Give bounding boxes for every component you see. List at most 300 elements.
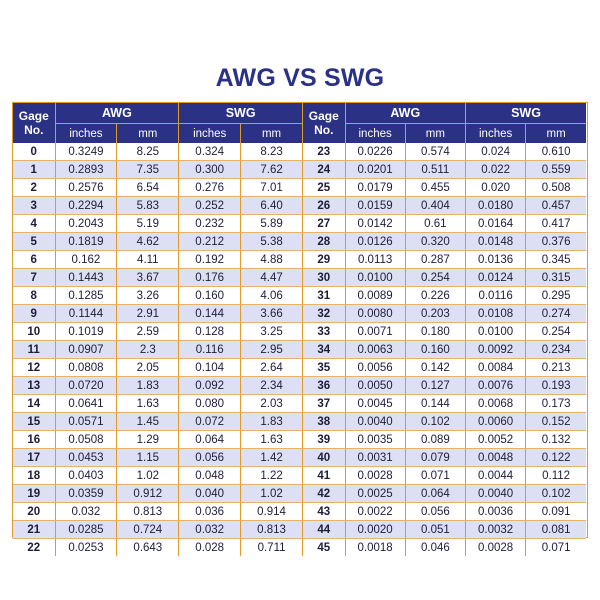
swg-inches-cell: 0.080	[179, 395, 241, 413]
swg-mm-header: mm	[241, 124, 303, 144]
table-row	[303, 521, 586, 539]
table-row	[13, 485, 303, 503]
awg-mm-cell: 3.67	[117, 269, 179, 287]
table-row	[13, 197, 303, 215]
swg-header: SWG	[466, 103, 587, 124]
gage-cell: 33	[303, 323, 345, 341]
swg-mm-cell: 4.88	[241, 251, 303, 269]
awg-inches-cell: 0.0063	[345, 341, 405, 359]
gage-cell: 39	[303, 431, 345, 449]
awg-inches-cell: 0.0071	[345, 323, 405, 341]
awg-mm-cell: 0.912	[117, 485, 179, 503]
awg-mm-cell: 0.61	[405, 215, 465, 233]
swg-inches-cell: 0.300	[179, 161, 241, 179]
awg-inches-cell: 0.162	[55, 251, 117, 269]
gage-cell: 36	[303, 377, 345, 395]
awg-inches-cell: 0.0359	[55, 485, 117, 503]
table-row	[13, 251, 303, 269]
swg-mm-cell: 0.213	[526, 359, 586, 377]
awg-mm-header: mm	[405, 124, 465, 144]
awg-mm-cell: 0.064	[405, 485, 465, 503]
table-row	[303, 215, 586, 233]
gage-cell: 31	[303, 287, 345, 305]
swg-mm-cell: 8.23	[241, 143, 303, 161]
table-row	[13, 179, 303, 197]
swg-mm-cell: 5.89	[241, 215, 303, 233]
swg-inches-cell: 0.0060	[466, 413, 526, 431]
swg-mm-header: mm	[526, 124, 586, 144]
awg-mm-header: mm	[117, 124, 179, 144]
swg-inches-header: inches	[466, 124, 526, 144]
table-row	[303, 323, 586, 341]
awg-inches-cell: 0.2893	[55, 161, 117, 179]
awg-inches-cell: 0.0808	[55, 359, 117, 377]
swg-mm-cell: 0.152	[526, 413, 586, 431]
awg-inches-cell: 0.0285	[55, 521, 117, 539]
swg-inches-cell: 0.0136	[466, 251, 526, 269]
swg-inches-cell: 0.0092	[466, 341, 526, 359]
swg-inches-cell: 0.232	[179, 215, 241, 233]
table-row	[303, 305, 586, 323]
swg-mm-cell: 0.610	[526, 143, 586, 161]
awg-mm-cell: 8.25	[117, 143, 179, 161]
awg-inches-cell: 0.0142	[345, 215, 405, 233]
awg-inches-cell: 0.0035	[345, 431, 405, 449]
table-row	[303, 413, 586, 431]
gauge-table-right	[303, 103, 586, 556]
swg-mm-cell: 6.40	[241, 197, 303, 215]
swg-inches-cell: 0.116	[179, 341, 241, 359]
swg-inches-cell: 0.024	[466, 143, 526, 161]
swg-inches-cell: 0.0076	[466, 377, 526, 395]
gauge-table-right-body	[303, 143, 586, 556]
swg-inches-cell: 0.0180	[466, 197, 526, 215]
table-row	[13, 341, 303, 359]
swg-mm-cell: 0.376	[526, 233, 586, 251]
gage-header-line1: Gage	[308, 109, 339, 123]
swg-mm-cell: 3.66	[241, 305, 303, 323]
swg-inches-cell: 0.020	[466, 179, 526, 197]
gage-cell: 34	[303, 341, 345, 359]
awg-inches-cell: 0.0907	[55, 341, 117, 359]
swg-inches-cell: 0.040	[179, 485, 241, 503]
gage-cell: 29	[303, 251, 345, 269]
gage-cell: 4	[13, 215, 55, 233]
awg-inches-cell: 0.0050	[345, 377, 405, 395]
swg-inches-cell: 0.0044	[466, 467, 526, 485]
awg-mm-cell: 0.511	[405, 161, 465, 179]
table-row	[13, 161, 303, 179]
awg-inches-cell: 0.3249	[55, 143, 117, 161]
table-row	[303, 467, 586, 485]
swg-mm-cell: 0.102	[526, 485, 586, 503]
swg-inches-cell: 0.0124	[466, 269, 526, 287]
table-row	[303, 143, 586, 161]
awg-inches-cell: 0.0571	[55, 413, 117, 431]
awg-mm-cell: 5.83	[117, 197, 179, 215]
swg-inches-cell: 0.276	[179, 179, 241, 197]
swg-mm-cell: 0.417	[526, 215, 586, 233]
page-title: AWG VS SWG	[215, 64, 385, 92]
swg-inches-cell: 0.0084	[466, 359, 526, 377]
swg-mm-cell: 0.091	[526, 503, 586, 521]
gage-cell: 0	[13, 143, 55, 161]
awg-inches-cell: 0.0028	[345, 467, 405, 485]
swg-mm-cell: 0.122	[526, 449, 586, 467]
gage-cell: 22	[13, 539, 55, 557]
table-row	[303, 503, 586, 521]
swg-inches-cell: 0.104	[179, 359, 241, 377]
awg-inches-cell: 0.2294	[55, 197, 117, 215]
swg-mm-cell: 0.132	[526, 431, 586, 449]
swg-inches-cell: 0.028	[179, 539, 241, 557]
awg-inches-cell: 0.0226	[345, 143, 405, 161]
awg-mm-cell: 0.046	[405, 539, 465, 557]
gage-cell: 14	[13, 395, 55, 413]
conversion-tables	[12, 102, 588, 554]
awg-mm-cell: 0.180	[405, 323, 465, 341]
swg-inches-cell: 0.0032	[466, 521, 526, 539]
gage-cell: 45	[303, 539, 345, 557]
gage-cell: 44	[303, 521, 345, 539]
swg-inches-cell: 0.048	[179, 467, 241, 485]
table-row	[303, 179, 586, 197]
gage-header-line2: No.	[24, 123, 44, 137]
awg-mm-cell: 0.724	[117, 521, 179, 539]
gage-cell: 9	[13, 305, 55, 323]
awg-mm-cell: 2.3	[117, 341, 179, 359]
gage-cell: 24	[303, 161, 345, 179]
swg-mm-cell: 0.173	[526, 395, 586, 413]
swg-inches-cell: 0.022	[466, 161, 526, 179]
table-row	[303, 449, 586, 467]
table-row	[13, 431, 303, 449]
gauge-table-left-body	[13, 143, 303, 556]
table-row	[303, 359, 586, 377]
awg-mm-cell: 4.11	[117, 251, 179, 269]
swg-mm-cell: 7.62	[241, 161, 303, 179]
swg-inches-cell: 0.160	[179, 287, 241, 305]
table-row	[13, 503, 303, 521]
awg-inches-cell: 0.0159	[345, 197, 405, 215]
awg-inches-cell: 0.1443	[55, 269, 117, 287]
swg-inches-cell: 0.0040	[466, 485, 526, 503]
awg-mm-cell: 1.83	[117, 377, 179, 395]
table-row	[303, 539, 586, 557]
gage-cell: 35	[303, 359, 345, 377]
swg-mm-cell: 0.457	[526, 197, 586, 215]
table-row	[303, 251, 586, 269]
gage-cell: 13	[13, 377, 55, 395]
awg-inches-cell: 0.0453	[55, 449, 117, 467]
table-row	[13, 287, 303, 305]
swg-inches-cell: 0.324	[179, 143, 241, 161]
awg-mm-cell: 0.160	[405, 341, 465, 359]
gage-cell: 8	[13, 287, 55, 305]
table-row	[13, 269, 303, 287]
gage-header	[303, 103, 345, 143]
awg-inches-cell: 0.0020	[345, 521, 405, 539]
gage-cell: 16	[13, 431, 55, 449]
awg-inches-cell: 0.0508	[55, 431, 117, 449]
awg-mm-cell: 0.127	[405, 377, 465, 395]
awg-mm-cell: 1.15	[117, 449, 179, 467]
awg-mm-cell: 0.089	[405, 431, 465, 449]
gage-cell: 1	[13, 161, 55, 179]
swg-mm-cell: 0.508	[526, 179, 586, 197]
swg-mm-cell: 1.22	[241, 467, 303, 485]
awg-inches-cell: 0.0089	[345, 287, 405, 305]
awg-mm-cell: 6.54	[117, 179, 179, 197]
gauge-table-left	[13, 103, 303, 556]
awg-inches-cell: 0.2043	[55, 215, 117, 233]
swg-mm-cell: 0.071	[526, 539, 586, 557]
swg-mm-cell: 1.02	[241, 485, 303, 503]
table-row	[13, 143, 303, 161]
swg-inches-cell: 0.0052	[466, 431, 526, 449]
swg-inches-header: inches	[179, 124, 241, 144]
awg-mm-cell: 0.813	[117, 503, 179, 521]
awg-inches-cell: 0.0031	[345, 449, 405, 467]
gage-cell: 5	[13, 233, 55, 251]
swg-inches-cell: 0.0100	[466, 323, 526, 341]
awg-inches-cell: 0.0025	[345, 485, 405, 503]
awg-mm-cell: 0.071	[405, 467, 465, 485]
awg-mm-cell: 0.404	[405, 197, 465, 215]
swg-inches-cell: 0.0148	[466, 233, 526, 251]
table-row	[303, 161, 586, 179]
swg-mm-cell: 0.559	[526, 161, 586, 179]
gage-header-line2: No.	[314, 123, 334, 137]
swg-inches-cell: 0.0048	[466, 449, 526, 467]
swg-mm-cell: 2.34	[241, 377, 303, 395]
awg-inches-cell: 0.0179	[345, 179, 405, 197]
swg-mm-cell: 0.081	[526, 521, 586, 539]
swg-mm-cell: 0.711	[241, 539, 303, 557]
awg-inches-cell: 0.0201	[345, 161, 405, 179]
gage-cell: 21	[13, 521, 55, 539]
table-row	[13, 359, 303, 377]
table-row	[13, 539, 303, 557]
awg-inches-cell: 0.0045	[345, 395, 405, 413]
swg-inches-cell: 0.0036	[466, 503, 526, 521]
awg-mm-cell: 0.455	[405, 179, 465, 197]
awg-inches-cell: 0.1019	[55, 323, 117, 341]
swg-inches-cell: 0.212	[179, 233, 241, 251]
awg-mm-cell: 0.102	[405, 413, 465, 431]
gage-cell: 27	[303, 215, 345, 233]
gage-cell: 19	[13, 485, 55, 503]
gage-cell: 18	[13, 467, 55, 485]
table-row	[303, 197, 586, 215]
awg-inches-cell: 0.1285	[55, 287, 117, 305]
gage-cell: 26	[303, 197, 345, 215]
awg-inches-cell: 0.1144	[55, 305, 117, 323]
swg-mm-cell: 0.193	[526, 377, 586, 395]
table-row	[13, 233, 303, 251]
swg-inches-cell: 0.0164	[466, 215, 526, 233]
table-row	[13, 305, 303, 323]
awg-inches-cell: 0.0080	[345, 305, 405, 323]
swg-mm-cell: 0.274	[526, 305, 586, 323]
gage-header	[13, 103, 55, 143]
awg-mm-cell: 0.574	[405, 143, 465, 161]
table-row	[13, 323, 303, 341]
swg-header: SWG	[179, 103, 303, 124]
swg-inches-cell: 0.072	[179, 413, 241, 431]
gage-cell: 32	[303, 305, 345, 323]
awg-inches-header: inches	[55, 124, 117, 144]
awg-mm-cell: 2.91	[117, 305, 179, 323]
swg-mm-cell: 0.315	[526, 269, 586, 287]
swg-inches-cell: 0.144	[179, 305, 241, 323]
gage-cell: 12	[13, 359, 55, 377]
awg-mm-cell: 0.056	[405, 503, 465, 521]
table-row	[13, 377, 303, 395]
gage-cell: 17	[13, 449, 55, 467]
gage-cell: 6	[13, 251, 55, 269]
swg-mm-cell: 0.254	[526, 323, 586, 341]
awg-inches-cell: 0.0100	[345, 269, 405, 287]
swg-inches-cell: 0.0108	[466, 305, 526, 323]
awg-inches-cell: 0.032	[55, 503, 117, 521]
swg-mm-cell: 2.03	[241, 395, 303, 413]
gage-cell: 43	[303, 503, 345, 521]
gage-cell: 42	[303, 485, 345, 503]
awg-header: AWG	[345, 103, 466, 124]
awg-mm-cell: 0.287	[405, 251, 465, 269]
awg-inches-header: inches	[345, 124, 405, 144]
gage-cell: 7	[13, 269, 55, 287]
swg-mm-cell: 4.47	[241, 269, 303, 287]
gage-cell: 2	[13, 179, 55, 197]
table-row	[13, 413, 303, 431]
table-row	[303, 395, 586, 413]
table-row	[303, 377, 586, 395]
swg-inches-cell: 0.0116	[466, 287, 526, 305]
swg-mm-cell: 5.38	[241, 233, 303, 251]
gage-cell: 41	[303, 467, 345, 485]
awg-inches-cell: 0.0641	[55, 395, 117, 413]
swg-inches-cell: 0.192	[179, 251, 241, 269]
awg-mm-cell: 5.19	[117, 215, 179, 233]
table-row	[303, 431, 586, 449]
awg-mm-cell: 1.29	[117, 431, 179, 449]
awg-mm-cell: 1.63	[117, 395, 179, 413]
swg-mm-cell: 0.234	[526, 341, 586, 359]
awg-inches-cell: 0.0040	[345, 413, 405, 431]
awg-mm-cell: 4.62	[117, 233, 179, 251]
swg-inches-cell: 0.036	[179, 503, 241, 521]
table-row	[303, 233, 586, 251]
awg-mm-cell: 1.45	[117, 413, 179, 431]
table-row	[303, 287, 586, 305]
awg-mm-cell: 1.02	[117, 467, 179, 485]
swg-mm-cell: 1.83	[241, 413, 303, 431]
swg-inches-cell: 0.0068	[466, 395, 526, 413]
swg-inches-cell: 0.064	[179, 431, 241, 449]
swg-mm-cell: 0.112	[526, 467, 586, 485]
awg-mm-cell: 2.05	[117, 359, 179, 377]
swg-inches-cell: 0.0028	[466, 539, 526, 557]
gage-cell: 37	[303, 395, 345, 413]
gage-cell: 40	[303, 449, 345, 467]
gage-cell: 15	[13, 413, 55, 431]
swg-inches-cell: 0.056	[179, 449, 241, 467]
gage-cell: 28	[303, 233, 345, 251]
table-row	[13, 449, 303, 467]
swg-inches-cell: 0.092	[179, 377, 241, 395]
swg-mm-cell: 3.25	[241, 323, 303, 341]
awg-inches-cell: 0.2576	[55, 179, 117, 197]
awg-inches-cell: 0.0022	[345, 503, 405, 521]
awg-mm-cell: 3.26	[117, 287, 179, 305]
swg-mm-cell: 2.95	[241, 341, 303, 359]
table-row	[303, 269, 586, 287]
awg-inches-cell: 0.1819	[55, 233, 117, 251]
swg-mm-cell: 2.64	[241, 359, 303, 377]
awg-mm-cell: 2.59	[117, 323, 179, 341]
gage-cell: 38	[303, 413, 345, 431]
awg-inches-cell: 0.0018	[345, 539, 405, 557]
swg-inches-cell: 0.032	[179, 521, 241, 539]
table-row	[303, 341, 586, 359]
swg-mm-cell: 0.914	[241, 503, 303, 521]
awg-mm-cell: 0.144	[405, 395, 465, 413]
gage-cell: 23	[303, 143, 345, 161]
swg-mm-cell: 0.295	[526, 287, 586, 305]
awg-mm-cell: 0.203	[405, 305, 465, 323]
gage-cell: 30	[303, 269, 345, 287]
awg-mm-cell: 0.079	[405, 449, 465, 467]
awg-inches-cell: 0.0403	[55, 467, 117, 485]
awg-inches-cell: 0.0720	[55, 377, 117, 395]
awg-mm-cell: 0.254	[405, 269, 465, 287]
swg-inches-cell: 0.128	[179, 323, 241, 341]
table-row	[13, 467, 303, 485]
swg-mm-cell: 4.06	[241, 287, 303, 305]
awg-header: AWG	[55, 103, 179, 124]
swg-inches-cell: 0.252	[179, 197, 241, 215]
awg-mm-cell: 0.051	[405, 521, 465, 539]
gage-cell: 25	[303, 179, 345, 197]
table-row	[13, 215, 303, 233]
awg-mm-cell: 0.320	[405, 233, 465, 251]
gage-cell: 20	[13, 503, 55, 521]
table-row	[13, 395, 303, 413]
gage-cell: 3	[13, 197, 55, 215]
awg-mm-cell: 0.142	[405, 359, 465, 377]
table-row	[303, 485, 586, 503]
gage-cell: 11	[13, 341, 55, 359]
awg-mm-cell: 0.643	[117, 539, 179, 557]
awg-mm-cell: 0.226	[405, 287, 465, 305]
swg-mm-cell: 7.01	[241, 179, 303, 197]
table-row	[13, 521, 303, 539]
gage-cell: 10	[13, 323, 55, 341]
gage-header-line1: Gage	[18, 109, 49, 123]
awg-inches-cell: 0.0113	[345, 251, 405, 269]
swg-inches-cell: 0.176	[179, 269, 241, 287]
awg-mm-cell: 7.35	[117, 161, 179, 179]
awg-inches-cell: 0.0056	[345, 359, 405, 377]
awg-inches-cell: 0.0126	[345, 233, 405, 251]
awg-inches-cell: 0.0253	[55, 539, 117, 557]
swg-mm-cell: 0.345	[526, 251, 586, 269]
swg-mm-cell: 0.813	[241, 521, 303, 539]
swg-mm-cell: 1.63	[241, 431, 303, 449]
swg-mm-cell: 1.42	[241, 449, 303, 467]
